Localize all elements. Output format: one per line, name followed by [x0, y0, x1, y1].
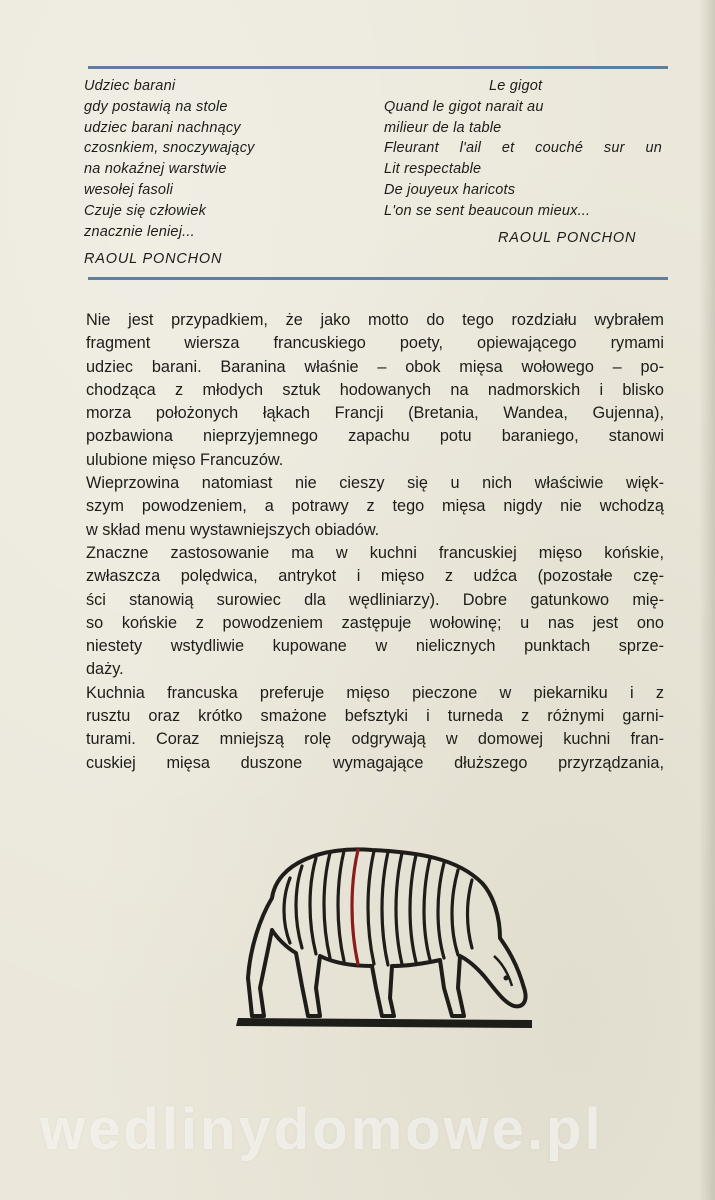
text-line: Nie jest przypadkiem, że jako motto do tego rozdziału wybrałem: [86, 311, 664, 329]
text-line: morza położonych łąkach Francji (Bretania, Wandea, Gujenna),: [86, 404, 664, 423]
text-line: cuskiej mięsa duszone wymagające dłuższego przyrządzania,: [86, 753, 664, 772]
polish-poem: [84, 76, 354, 270]
poem-author: RAOUL PONCHON: [498, 229, 637, 246]
text-line: udziec barani. Baranina właśnie – obok mięsa wołowego – po-: [86, 357, 664, 376]
poem-line: gdy postawią na stole: [84, 98, 228, 115]
poem-line: Czuje się człowiek: [84, 202, 207, 219]
poem-line: Udziec barani: [84, 78, 176, 94]
top-divider: [88, 66, 668, 69]
poem-line: milieur de la table: [384, 119, 502, 136]
poem-line: znacznie leniej...: [84, 223, 195, 240]
text-line: fragment wiersza francuskiego poety, opiewającego rymami: [86, 334, 664, 353]
text-line: Wieprzowina natomiast nie cieszy się u nich właściwie więk-: [86, 474, 664, 493]
page-edge-shadow: [699, 0, 715, 1200]
poem-author: RAOUL PONCHON: [84, 251, 223, 268]
poem-line: Fleurant l'ail et couché sur un: [384, 140, 662, 157]
text-line: szym powodzeniem, a potrawy z tego mięsa nigdy nie wchodzą: [86, 497, 664, 516]
text-line: pozbawiona nieprzyjemnego zapachu potu baraniego, stanowi: [86, 427, 664, 446]
french-poem: [384, 76, 674, 248]
body-text: [86, 309, 664, 775]
text-line: w skład menu wystawniejszych obiadów.: [86, 520, 380, 539]
text-line: rusztu oraz krótko smażone befsztyki i turneda z różnymi garni-: [86, 707, 664, 726]
grazing-sheep-icon: [232, 838, 538, 1034]
poem-line: czosnkiem, snoczywający: [84, 140, 255, 157]
text-line: chodząca z młodych sztuk hodowanych na nadmorskich i blisko: [86, 380, 664, 399]
text-line: Kuchnia francuska preferuje mięso pieczone w piekarniku i z: [86, 683, 664, 702]
text-line: so końskie z powodzeniem zastępuje wołowinę; u nas jest ono: [86, 613, 664, 632]
poem-line: udziec barani nachnący: [84, 119, 241, 136]
bottom-divider: [88, 277, 668, 280]
poem-line: wesołej fasoli: [84, 181, 174, 198]
poem-line: Lit respectable: [384, 161, 482, 178]
text-line: ulubione mięso Francuzów.: [86, 450, 284, 469]
text-line: turami. Coraz mniejszą rolę odgrywają w domowej kuchni fran-: [86, 730, 664, 749]
poem-line: De jouyeux haricots: [384, 181, 516, 198]
text-line: zwłaszcza polędwica, antrykot i mięso z udźca (pozostałe czę-: [86, 567, 664, 586]
text-line: Znaczne zastosowanie ma w kuchni francuskiej mięso końskie,: [86, 543, 664, 562]
poem-title: Le gigot: [489, 78, 543, 94]
poem-line: L'on se sent beaucoun mieux...: [384, 202, 591, 219]
poem-line: Quand le gigot narait au: [384, 98, 544, 115]
text-line: daży.: [86, 660, 124, 679]
watermark: wedlinydomowe.pl: [40, 1097, 604, 1162]
poem-line: na nokaźnej warstwie: [84, 161, 227, 178]
text-line: niestety wstydliwie kupowane w nielicznych punktach sprze-: [86, 637, 664, 656]
text-line: ści stanowią surowiec dla wędliniarzy). Dobre gatunkowo mię-: [86, 590, 664, 609]
